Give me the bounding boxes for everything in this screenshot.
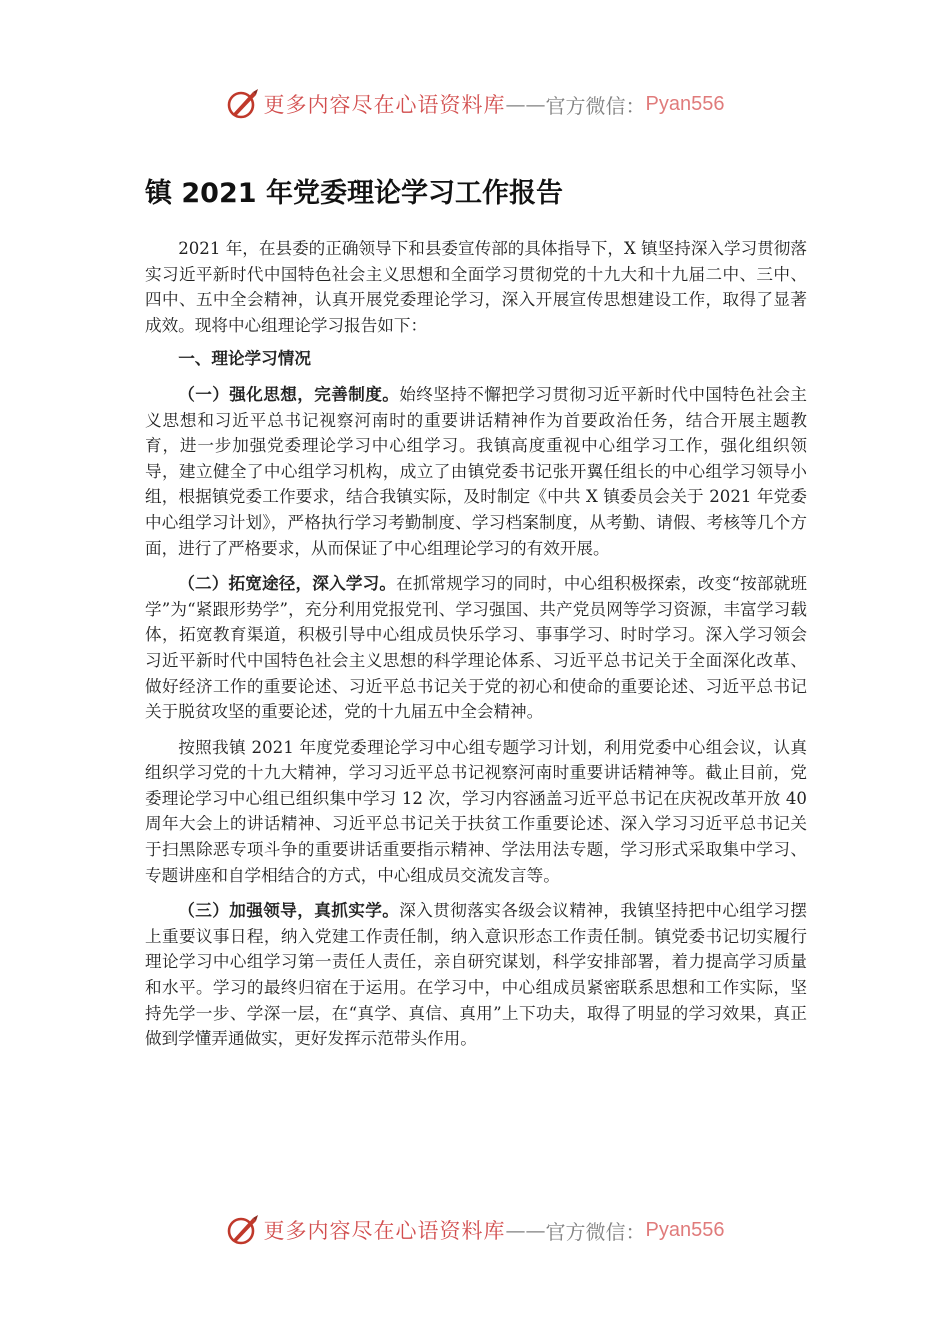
paragraph-2-body: 在抓常规学习的同时，中心组积极探索，改变“按部就班学”为“紧跟形势学”，充分利用党报党刊、学习强国、共产党员网等学习资源，丰富学习载体，拓宽教育渠道，积极引导中心组成员快乐学习、事事学习、时时学习。深入学习领会习近平新时代中国特色社会主义思想的科学理论体系、习近平总书记关于全面深化改革、做好经济工作的重要论述、习近平总书记关于党的初心和使命的重要论述、习近平总书记关于脱贫攻坚的重要论述，党的十九届五中全会精神。 <box>145 574 807 722</box>
document-body <box>145 172 807 1052</box>
watermark-sub-text: 官方微信： <box>545 1219 646 1244</box>
watermark-main-text: 更多内容尽在心语资料库 <box>263 93 506 117</box>
paragraph-1-lead: （一）强化思想，完善制度。 <box>178 384 400 404</box>
watermark-main-text: 更多内容尽在心语资料库 <box>263 1219 506 1243</box>
paragraph-2 <box>145 571 807 725</box>
quill-logo-icon <box>226 87 260 121</box>
watermark-code: Pyan556 <box>645 1218 725 1241</box>
document-title: 镇 2021 年党委理论学习工作报告 <box>145 178 563 209</box>
paragraph-4-lead: （三）加强领导，真抓实学。 <box>178 901 400 921</box>
paragraph-4-body: 深入贯彻落实各级会议精神，我镇坚持把中心组学习摆上重要议事日程，纳入党建工作责任制，纳入意识形态工作责任制。镇党委书记切实履行理论学习中心组学习第一责任人责任，亲自研究谋划，科学安排部署，着力提高学习质量和水平。学习的最终归宿在于运用。在学习中，中心组成员紧密联系思想和工作实际，坚持先学一步、学深一层，在“真学、真信、真用”上下功夫，取得了明显的学习效果，真正做到学懂弄通做实，更好发挥示范带头作用。 <box>145 901 808 1049</box>
watermark-code: Pyan556 <box>645 92 725 115</box>
paragraph-3: 按照我镇 2021 年度党委理论学习中心组专题学习计划，利用党委中心组会议，认真组织学习党的十九大精神，学习习近平总书记视察河南时重要讲话精神等。截止目前，党委理论学习中心组已组织集中学习 12 次，学习内容涵盖习近平总书记在庆祝改革开放 40 周年大会上的讲话精神、习近平总书记关于扶贫工作重要论述、深入学习习近平总书记关于扫黑除恶专项斗争的重要讲话重要指示精神、学法用法专题，学习形式采取集中学习、专题讲座和自学相结合的方式，中心组成员交流发言等。 <box>145 737 807 885</box>
watermark-separator: —— <box>505 1218 546 1242</box>
paragraph-4 <box>145 898 807 1052</box>
watermark-footer <box>0 1210 950 1250</box>
watermark-sub-text: 官方微信： <box>545 93 646 118</box>
quill-logo-icon <box>226 1213 260 1247</box>
watermark-header <box>0 84 950 124</box>
paragraph-1-body: 始终坚持不懈把学习贯彻习近平新时代中国特色社会主义思想和习近平总书记视察河南时的重要讲话精神作为首要政治任务，结合开展主题教育，进一步加强党委理论学习中心组学习。我镇高度重视中心组学习工作，强化组织领导，建立健全了中心组学习机构，成立了由镇党委书记张开翼任组长的中心组学习领导小组，根据镇党委工作要求，结合我镇实际，及时制定《中共 X 镇委员会关于 2021 年党委中心组学习计划》，严格执行学习考勤制度、学习档案制度，从考勤、请假、考核等几个方面，进行了严格要求，从而保证了中心组理论学习的有效开展。 <box>145 384 808 558</box>
paragraph-1 <box>145 382 807 561</box>
section-heading-1: 一、理论学习情况 <box>178 349 311 369</box>
intro-paragraph: 2021 年，在县委的正确领导下和县委宣传部的具体指导下，X 镇坚持深入学习贯彻落实习近平新时代中国特色社会主义思想和全面学习贯彻党的十九大和十九届二中、三中、四中、五中全会精神，认真开展党委理论学习，深入开展宣传思想建设工作，取得了显著成效。现将中心组理论学习报告如下： <box>145 239 807 335</box>
watermark-separator: —— <box>505 92 546 116</box>
paragraph-2-lead: （二）拓宽途径，深入学习。 <box>178 574 397 594</box>
